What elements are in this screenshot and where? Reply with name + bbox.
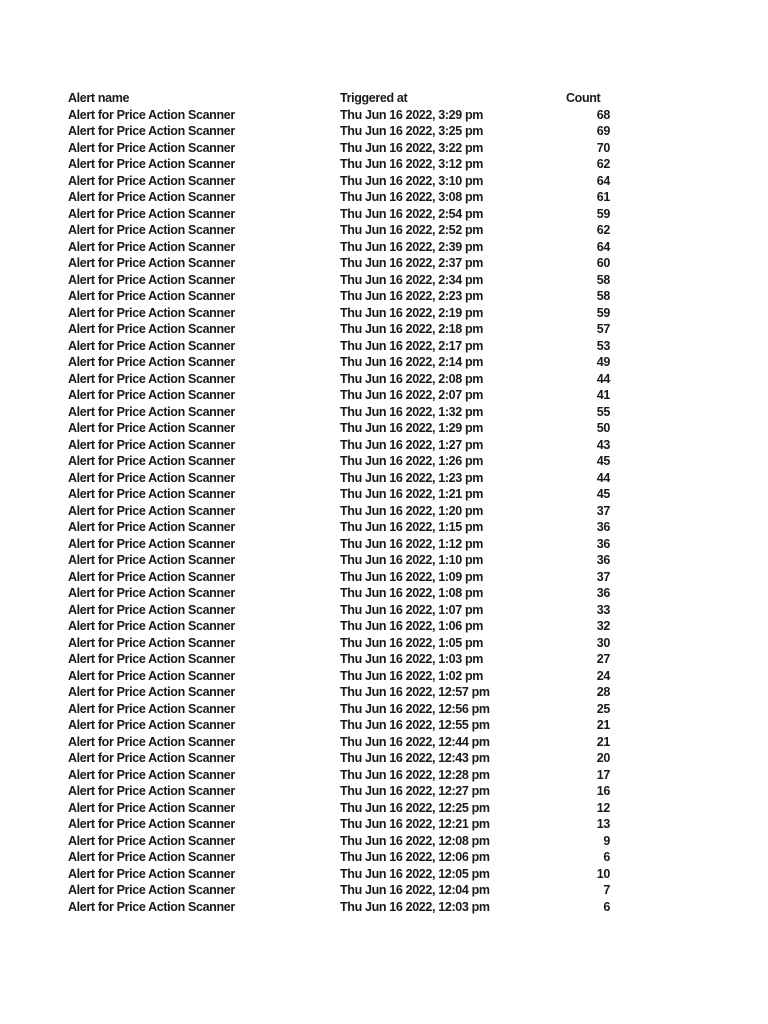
count-cell: 44 — [596, 371, 610, 386]
alert-name-cell: Alert for Price Action Scanner — [68, 322, 235, 336]
count-cell: 50 — [596, 421, 610, 435]
alert-name-cell: Alert for Price Action Scanner — [68, 784, 235, 798]
count-cell: 59 — [596, 206, 610, 221]
table-row — [68, 701, 628, 718]
count-cell: 64 — [596, 173, 610, 188]
alert-name-cell: Alert for Price Action Scanner — [68, 701, 235, 716]
table-row — [68, 371, 628, 388]
alert-name-cell: Alert for Price Action Scanner — [68, 586, 235, 600]
header-count: Count — [566, 91, 601, 105]
alert-name-cell: Alert for Price Action Scanner — [68, 883, 235, 897]
count-cell: 10 — [596, 866, 610, 881]
triggered-at-cell: Thu Jun 16 2022, 1:02 pm — [340, 668, 484, 683]
count-cell: 16 — [596, 784, 610, 798]
table-row — [68, 288, 628, 305]
alert-name-cell: Alert for Price Action Scanner — [68, 503, 235, 518]
triggered-at-cell: Thu Jun 16 2022, 1:12 pm — [340, 536, 484, 551]
triggered-at-cell: Thu Jun 16 2022, 1:07 pm — [340, 602, 484, 617]
count-cell: 9 — [603, 833, 610, 848]
count-cell: 43 — [596, 437, 610, 452]
alert-name-cell: Alert for Price Action Scanner — [68, 421, 235, 435]
triggered-at-cell: Thu Jun 16 2022, 2:14 pm — [340, 355, 484, 369]
count-cell: 58 — [596, 289, 610, 303]
count-cell: 53 — [596, 338, 610, 353]
table-row — [68, 585, 628, 602]
triggered-at-cell: Thu Jun 16 2022, 1:32 pm — [340, 404, 484, 419]
count-cell: 68 — [596, 107, 610, 122]
table-row — [68, 602, 628, 619]
count-cell: 25 — [596, 701, 610, 716]
table-row — [68, 305, 628, 322]
table-row — [68, 123, 628, 140]
alert-name-cell: Alert for Price Action Scanner — [68, 190, 235, 204]
table-row — [68, 767, 628, 784]
table-row — [68, 618, 628, 635]
table-row — [68, 255, 628, 272]
header-triggered-at: Triggered at — [340, 91, 408, 105]
count-cell: 7 — [603, 883, 610, 897]
count-cell: 12 — [596, 800, 610, 815]
table-row — [68, 206, 628, 223]
table-row — [68, 849, 628, 866]
count-cell: 33 — [596, 602, 610, 617]
table-row — [68, 140, 628, 157]
count-cell: 45 — [596, 487, 610, 501]
count-cell: 32 — [596, 619, 610, 633]
alert-name-cell: Alert for Price Action Scanner — [68, 652, 235, 666]
alert-name-cell: Alert for Price Action Scanner — [68, 899, 235, 914]
alert-name-cell: Alert for Price Action Scanner — [68, 569, 235, 584]
triggered-at-cell: Thu Jun 16 2022, 2:39 pm — [340, 239, 484, 254]
count-cell: 28 — [596, 685, 610, 699]
table-row — [68, 552, 628, 569]
alert-name-cell: Alert for Price Action Scanner — [68, 388, 235, 402]
count-cell: 60 — [596, 256, 610, 270]
alert-name-cell: Alert for Price Action Scanner — [68, 140, 235, 155]
alert-name-cell: Alert for Price Action Scanner — [68, 437, 235, 452]
count-cell: 37 — [596, 569, 610, 584]
table-row — [68, 569, 628, 586]
count-cell: 27 — [596, 652, 610, 666]
triggered-at-cell: Thu Jun 16 2022, 1:06 pm — [340, 619, 484, 633]
triggered-at-cell: Thu Jun 16 2022, 1:09 pm — [340, 569, 484, 584]
alert-name-cell: Alert for Price Action Scanner — [68, 355, 235, 369]
alert-name-cell: Alert for Price Action Scanner — [68, 767, 235, 782]
count-cell: 59 — [596, 305, 610, 320]
triggered-at-cell: Thu Jun 16 2022, 2:17 pm — [340, 338, 484, 353]
count-cell: 30 — [596, 635, 610, 650]
count-cell: 69 — [596, 124, 610, 138]
alert-name-cell: Alert for Price Action Scanner — [68, 718, 235, 732]
triggered-at-cell: Thu Jun 16 2022, 2:07 pm — [340, 388, 484, 402]
table-row — [68, 783, 628, 800]
count-cell: 6 — [603, 899, 610, 914]
count-cell: 70 — [596, 140, 610, 155]
table-row — [68, 717, 628, 734]
triggered-at-cell: Thu Jun 16 2022, 2:54 pm — [340, 206, 484, 221]
triggered-at-cell: Thu Jun 16 2022, 1:29 pm — [340, 421, 484, 435]
table-row — [68, 156, 628, 173]
triggered-at-cell: Thu Jun 16 2022, 2:23 pm — [340, 289, 484, 303]
count-cell: 24 — [596, 668, 610, 683]
triggered-at-cell: Thu Jun 16 2022, 2:18 pm — [340, 322, 484, 336]
count-cell: 17 — [596, 767, 610, 782]
table-row — [68, 107, 628, 124]
triggered-at-cell: Thu Jun 16 2022, 3:12 pm — [340, 157, 484, 171]
alert-name-cell: Alert for Price Action Scanner — [68, 404, 235, 419]
table-row — [68, 503, 628, 520]
triggered-at-cell: Thu Jun 16 2022, 2:08 pm — [340, 371, 484, 386]
table-row — [68, 519, 628, 536]
alert-name-cell: Alert for Price Action Scanner — [68, 124, 235, 138]
alert-name-cell: Alert for Price Action Scanner — [68, 553, 235, 567]
count-cell: 62 — [596, 157, 610, 171]
alert-name-cell: Alert for Price Action Scanner — [68, 157, 235, 171]
alert-name-cell: Alert for Price Action Scanner — [68, 239, 235, 254]
table-row — [68, 651, 628, 668]
count-cell: 61 — [596, 190, 610, 204]
table-row — [68, 189, 628, 206]
alert-name-cell: Alert for Price Action Scanner — [68, 223, 235, 237]
table-row — [68, 222, 628, 239]
table-row — [68, 750, 628, 767]
count-cell: 58 — [596, 272, 610, 287]
count-cell: 20 — [596, 751, 610, 765]
triggered-at-cell: Thu Jun 16 2022, 1:21 pm — [340, 487, 484, 501]
alert-name-cell: Alert for Price Action Scanner — [68, 107, 235, 122]
triggered-at-cell: Thu Jun 16 2022, 12:25 pm — [340, 800, 490, 815]
table-row — [68, 536, 628, 553]
count-cell: 45 — [596, 454, 610, 468]
table-row — [68, 338, 628, 355]
triggered-at-cell: Thu Jun 16 2022, 2:37 pm — [340, 256, 484, 270]
table-row — [68, 453, 628, 470]
count-cell: 21 — [596, 734, 610, 749]
count-cell: 62 — [596, 223, 610, 237]
table-row — [68, 899, 628, 916]
triggered-at-cell: Thu Jun 16 2022, 3:22 pm — [340, 140, 484, 155]
triggered-at-cell: Thu Jun 16 2022, 12:08 pm — [340, 833, 490, 848]
table-row — [68, 321, 628, 338]
table-row — [68, 734, 628, 751]
alert-name-cell: Alert for Price Action Scanner — [68, 635, 235, 650]
alert-name-cell: Alert for Price Action Scanner — [68, 470, 235, 485]
alert-name-cell: Alert for Price Action Scanner — [68, 619, 235, 633]
alert-name-cell: Alert for Price Action Scanner — [68, 751, 235, 765]
triggered-at-cell: Thu Jun 16 2022, 12:06 pm — [340, 850, 490, 864]
alert-name-cell: Alert for Price Action Scanner — [68, 536, 235, 551]
triggered-at-cell: Thu Jun 16 2022, 3:25 pm — [340, 124, 484, 138]
alert-name-cell: Alert for Price Action Scanner — [68, 487, 235, 501]
table-row — [68, 239, 628, 256]
triggered-at-cell: Thu Jun 16 2022, 12:04 pm — [340, 883, 490, 897]
table-row — [68, 635, 628, 652]
table-row — [68, 882, 628, 899]
table-row — [68, 668, 628, 685]
alert-name-cell: Alert for Price Action Scanner — [68, 850, 235, 864]
table-row — [68, 173, 628, 190]
triggered-at-cell: Thu Jun 16 2022, 1:27 pm — [340, 437, 484, 452]
count-cell: 64 — [596, 239, 610, 254]
triggered-at-cell: Thu Jun 16 2022, 1:26 pm — [340, 454, 484, 468]
table-body — [68, 107, 628, 916]
table-row — [68, 387, 628, 404]
count-cell: 36 — [596, 586, 610, 600]
table-row — [68, 470, 628, 487]
count-cell: 57 — [596, 322, 610, 336]
count-cell: 21 — [596, 718, 610, 732]
header-alert-name: Alert name — [68, 91, 130, 105]
triggered-at-cell: Thu Jun 16 2022, 12:56 pm — [340, 701, 490, 716]
alert-name-cell: Alert for Price Action Scanner — [68, 833, 235, 848]
table-row — [68, 354, 628, 371]
alert-name-cell: Alert for Price Action Scanner — [68, 289, 235, 303]
table-row — [68, 833, 628, 850]
table-row — [68, 272, 628, 289]
count-cell: 13 — [596, 817, 610, 831]
alert-name-cell: Alert for Price Action Scanner — [68, 520, 235, 534]
alert-name-cell: Alert for Price Action Scanner — [68, 602, 235, 617]
table-row — [68, 800, 628, 817]
triggered-at-cell: Thu Jun 16 2022, 12:27 pm — [340, 784, 490, 798]
triggered-at-cell: Thu Jun 16 2022, 3:08 pm — [340, 190, 484, 204]
table-row — [68, 866, 628, 883]
alert-name-cell: Alert for Price Action Scanner — [68, 817, 235, 831]
alert-name-cell: Alert for Price Action Scanner — [68, 256, 235, 270]
alert-name-cell: Alert for Price Action Scanner — [68, 734, 235, 749]
triggered-at-cell: Thu Jun 16 2022, 12:44 pm — [340, 734, 490, 749]
triggered-at-cell: Thu Jun 16 2022, 2:52 pm — [340, 223, 484, 237]
table-row — [68, 816, 628, 833]
alert-name-cell: Alert for Price Action Scanner — [68, 305, 235, 320]
count-cell: 36 — [596, 520, 610, 534]
triggered-at-cell: Thu Jun 16 2022, 12:28 pm — [340, 767, 490, 782]
alert-name-cell: Alert for Price Action Scanner — [68, 866, 235, 881]
count-cell: 36 — [596, 553, 610, 567]
triggered-at-cell: Thu Jun 16 2022, 1:20 pm — [340, 503, 484, 518]
table-row — [68, 404, 628, 421]
alert-name-cell: Alert for Price Action Scanner — [68, 206, 235, 221]
alert-name-cell: Alert for Price Action Scanner — [68, 668, 235, 683]
count-cell: 49 — [596, 355, 610, 369]
triggered-at-cell: Thu Jun 16 2022, 1:08 pm — [340, 586, 484, 600]
count-cell: 41 — [596, 388, 610, 402]
triggered-at-cell: Thu Jun 16 2022, 12:21 pm — [340, 817, 490, 831]
table-row — [68, 486, 628, 503]
triggered-at-cell: Thu Jun 16 2022, 12:57 pm — [340, 685, 490, 699]
triggered-at-cell: Thu Jun 16 2022, 1:03 pm — [340, 652, 484, 666]
triggered-at-cell: Thu Jun 16 2022, 1:10 pm — [340, 553, 484, 567]
triggered-at-cell: Thu Jun 16 2022, 3:29 pm — [340, 107, 484, 122]
alert-name-cell: Alert for Price Action Scanner — [68, 685, 235, 699]
triggered-at-cell: Thu Jun 16 2022, 12:05 pm — [340, 866, 490, 881]
triggered-at-cell: Thu Jun 16 2022, 12:03 pm — [340, 899, 490, 914]
count-cell: 37 — [596, 503, 610, 518]
triggered-at-cell: Thu Jun 16 2022, 12:43 pm — [340, 751, 490, 765]
alert-name-cell: Alert for Price Action Scanner — [68, 173, 235, 188]
triggered-at-cell: Thu Jun 16 2022, 2:34 pm — [340, 272, 484, 287]
count-cell: 36 — [596, 536, 610, 551]
alert-name-cell: Alert for Price Action Scanner — [68, 272, 235, 287]
table-header — [68, 90, 628, 107]
alert-name-cell: Alert for Price Action Scanner — [68, 454, 235, 468]
count-cell: 6 — [603, 850, 610, 864]
triggered-at-cell: Thu Jun 16 2022, 12:55 pm — [340, 718, 490, 732]
alert-name-cell: Alert for Price Action Scanner — [68, 371, 235, 386]
triggered-at-cell: Thu Jun 16 2022, 1:05 pm — [340, 635, 484, 650]
alert-name-cell: Alert for Price Action Scanner — [68, 338, 235, 353]
triggered-at-cell: Thu Jun 16 2022, 2:19 pm — [340, 305, 484, 320]
alert-table — [68, 90, 628, 915]
table-row — [68, 684, 628, 701]
alert-name-cell: Alert for Price Action Scanner — [68, 800, 235, 815]
table-row — [68, 437, 628, 454]
count-cell: 44 — [596, 470, 610, 485]
triggered-at-cell: Thu Jun 16 2022, 3:10 pm — [340, 173, 484, 188]
count-cell: 55 — [596, 404, 610, 419]
table-row — [68, 420, 628, 437]
triggered-at-cell: Thu Jun 16 2022, 1:15 pm — [340, 520, 484, 534]
triggered-at-cell: Thu Jun 16 2022, 1:23 pm — [340, 470, 484, 485]
